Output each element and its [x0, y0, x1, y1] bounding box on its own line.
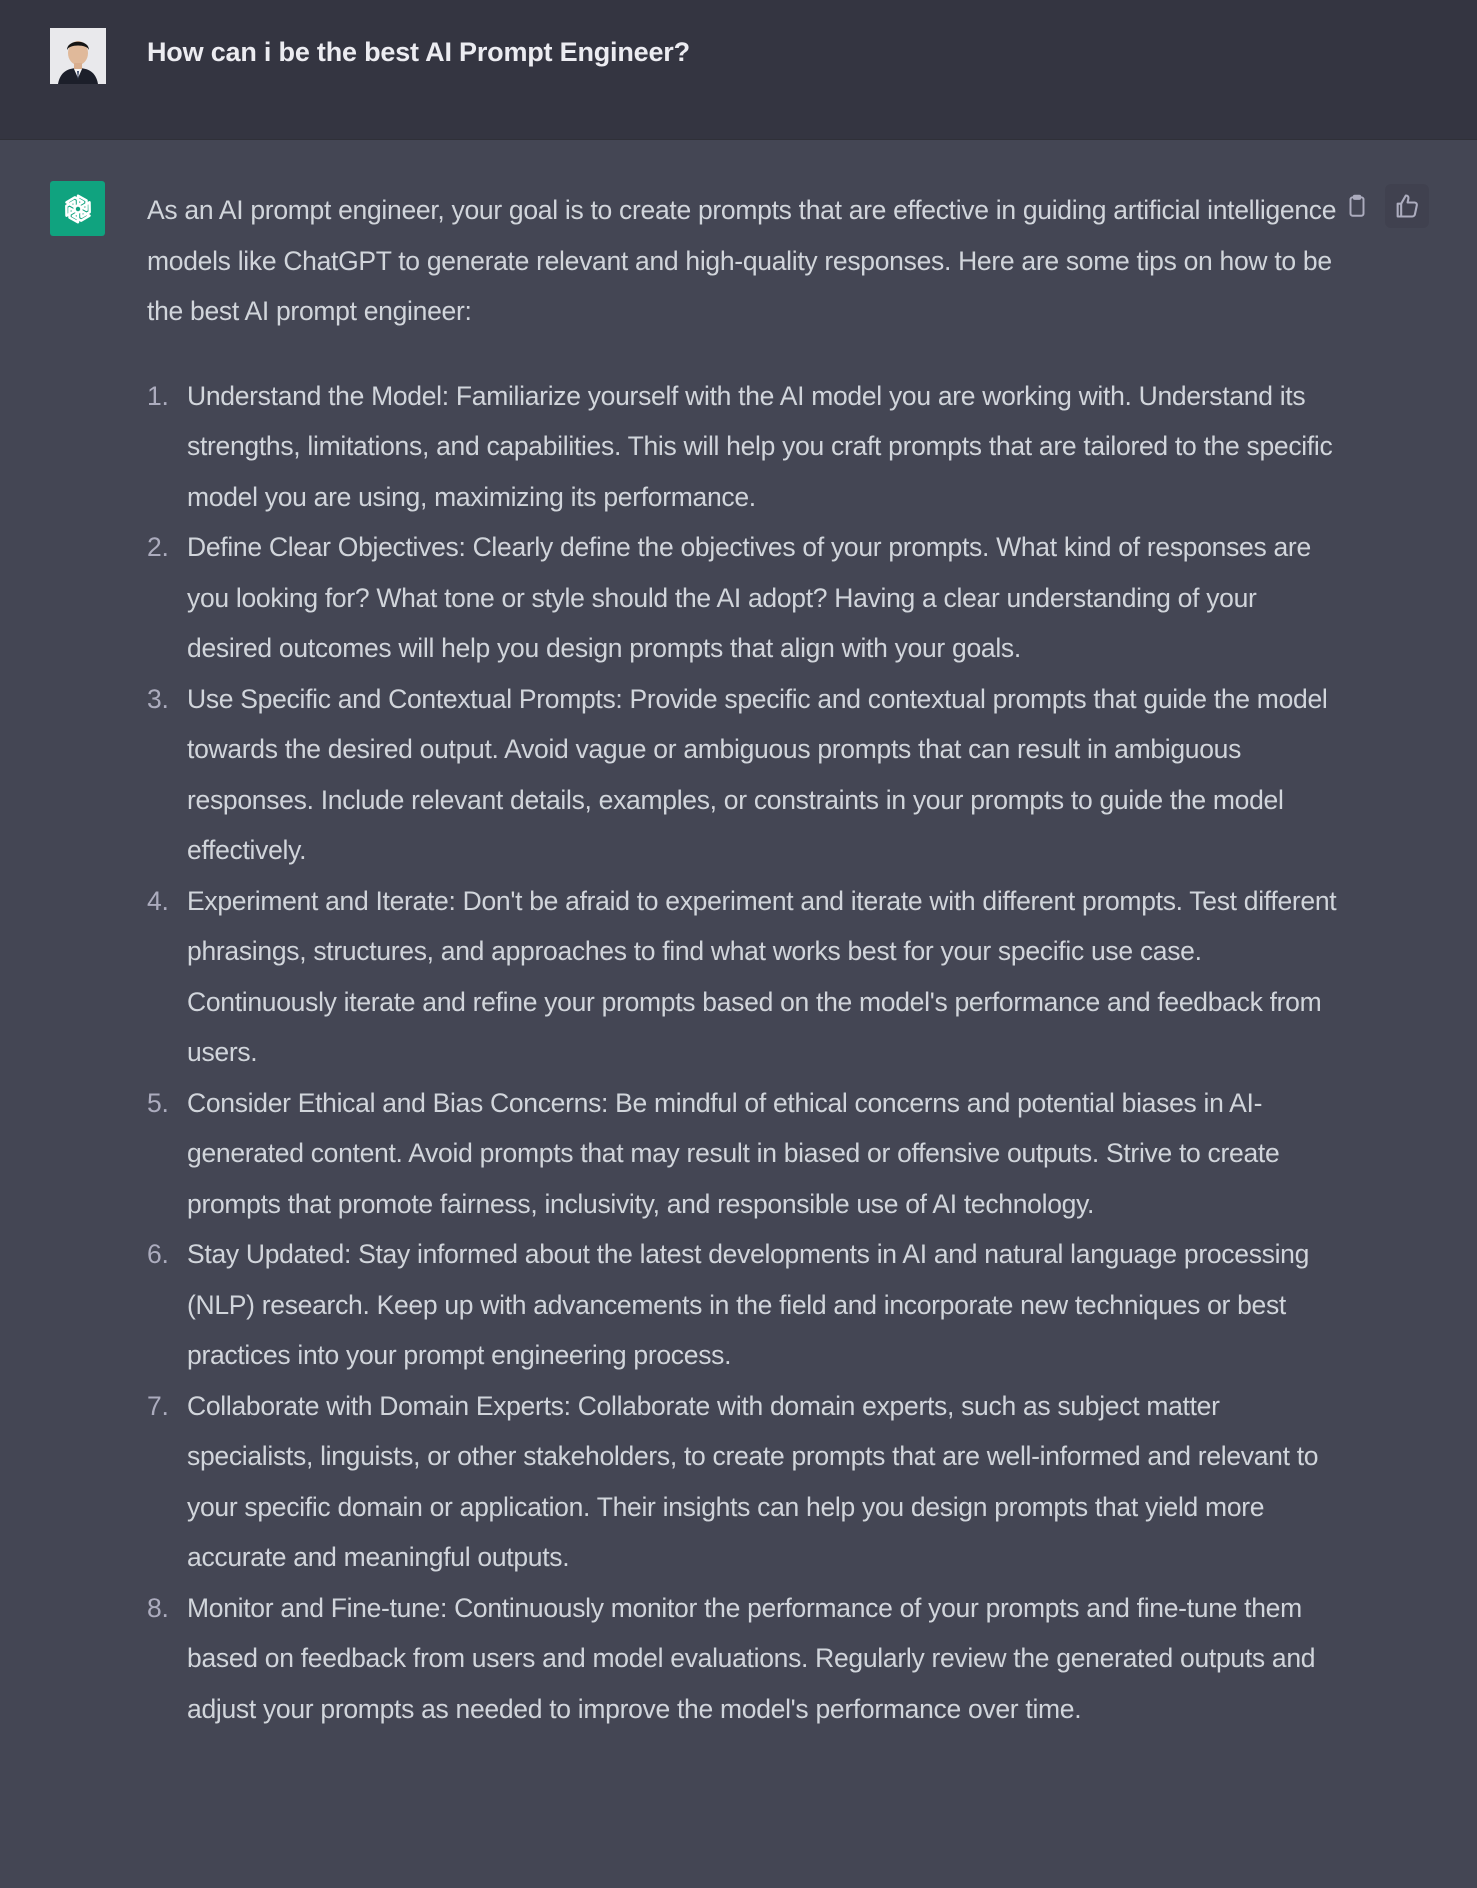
list-item: [147, 1381, 1337, 1583]
list-item-text: Understand the Model: Familiarize yourself with the AI model you are working with. Understand its strengths, limitations, and capabilities. This will help you craft prompts that are tailored to the specific model you are using, maximizing its performance.: [187, 380, 1333, 512]
like-button[interactable]: [1385, 184, 1429, 228]
list-item-text: Stay Updated: Stay informed about the latest developments in AI and natural language processing (NLP) research. Keep up with advancements in the field and incorporate new techniques or best practices into your prompt engineering process.: [187, 1239, 1310, 1370]
copy-button[interactable]: [1335, 184, 1379, 228]
list-item: [147, 876, 1337, 1078]
assistant-message-content: [147, 185, 1337, 1734]
list-item: [147, 1583, 1337, 1735]
message-actions: [1335, 184, 1429, 228]
assistant-message-row: [0, 140, 1477, 1888]
thumbs-up-icon: [1393, 192, 1421, 220]
user-message-row: [0, 0, 1477, 140]
list-item-number: 1.: [147, 380, 169, 411]
list-item: [147, 522, 1337, 674]
assistant-intro-paragraph: As an AI prompt engineer, your goal is to create prompts that are effective in guiding artificial intelligence models like ChatGPT to generate relevant and high-quality responses. Here are some tips on how to be the best AI prompt engineer:: [147, 195, 1337, 326]
list-item-number: 3.: [147, 683, 169, 714]
list-item-number: 6.: [147, 1239, 169, 1269]
list-item-number: 8.: [147, 1592, 169, 1623]
user-avatar: [50, 28, 106, 84]
list-item-number: 4.: [147, 885, 169, 916]
list-item-text: Collaborate with Domain Experts: Collaborate with domain experts, such as subject matter specialists, linguists, or other stakeholders, to create prompts that are well-informed and relevant to your specific domain or application. Their insights can help you design prompts that yield more accurate and meaningful outputs.: [187, 1390, 1319, 1572]
list-item-text: Experiment and Iterate: Don't be afraid to experiment and iterate with different prompts. Test different phrasings, structures, and approaches to find what works best for your specific use case. Continuously iterate and refine your prompts based on the model's performance and feedback from users.: [187, 885, 1337, 1067]
list-item: [147, 371, 1337, 523]
list-item-number: 5.: [147, 1087, 169, 1118]
list-item: [147, 1229, 1337, 1381]
tips-list: [147, 371, 1337, 1735]
list-item-text: Use Specific and Contextual Prompts: Provide specific and contextual prompts that guide the model towards the desired output. Avoid vague or ambiguous prompts that can result in ambiguous responses. Include relevant details, examples, or constraints in your prompts to guide the model effectively.: [187, 683, 1328, 865]
assistant-avatar: [50, 181, 105, 236]
list-item: [147, 674, 1337, 876]
list-item: [147, 1078, 1337, 1230]
openai-logo-icon: [59, 190, 97, 228]
clipboard-icon: [1344, 193, 1370, 219]
user-avatar-photo: [50, 28, 106, 84]
list-item-text: Define Clear Objectives: Clearly define the objectives of your prompts. What kind of responses are you looking for? What tone or style should the AI adopt? Having a clear understanding of your desired outcomes will help you design prompts that align with your goals.: [187, 532, 1311, 663]
user-message-text: How can i be the best AI Prompt Engineer?: [147, 37, 690, 67]
list-item-number: 7.: [147, 1390, 169, 1421]
list-item-text: Consider Ethical and Bias Concerns: Be mindful of ethical concerns and potential biases in AI-generated content. Avoid prompts that may result in biased or offensive outputs. Strive to create prompts that promote fairness, inclusivity, and responsible use of AI technology.: [187, 1087, 1280, 1219]
list-item-text: Monitor and Fine-tune: Continuously monitor the performance of your prompts and fine-tune them based on feedback from users and model evaluations. Regularly review the generated outputs and adjust your prompts as needed to improve the model's performance over time.: [187, 1592, 1316, 1724]
list-item-number: 2.: [147, 532, 169, 562]
